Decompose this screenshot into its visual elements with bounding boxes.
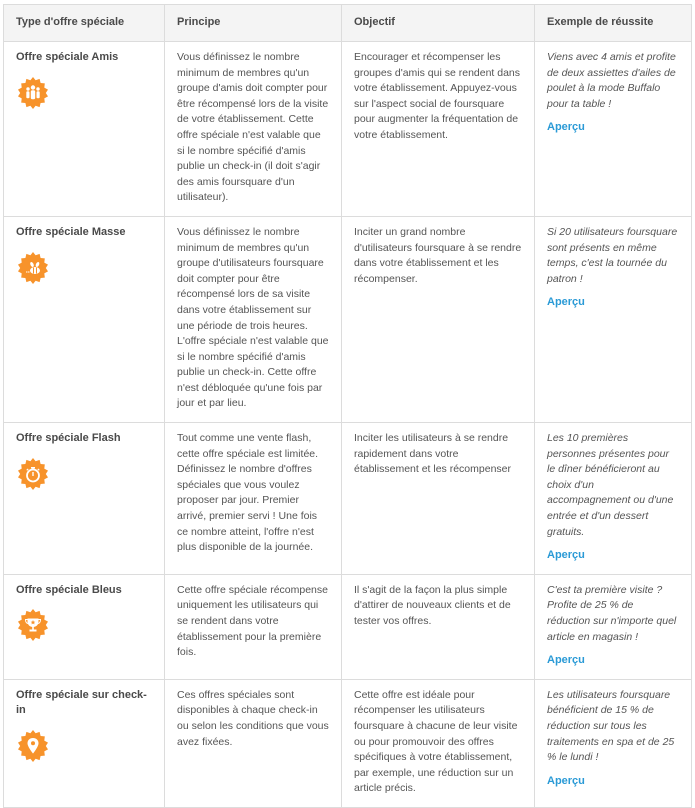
header-type: Type d'offre spéciale [4, 5, 165, 42]
objective-cell: Inciter les utilisateurs à se rendre rapidement dans votre établissement et les récompenser [342, 423, 535, 575]
table-row [4, 574, 692, 679]
example-text: Les utilisateurs foursquare bénéficient de 15 % de réduction sur tous les traitements en spa et de 25 % le lundi ! [547, 688, 675, 764]
offer-type-name: Offre spéciale sur check-in [16, 688, 147, 717]
principle-cell: Tout comme une vente flash, cette offre spéciale est limitée. Définissez le nombre d'offres spéciales que vous voulez proposer par jour. Premier arrivé, premier servi ! Une fois ce nombre atteint, l'offre n'est plus disponible de la journée. [165, 423, 342, 575]
example-text: Si 20 utilisateurs foursquare sont présents en même temps, c'est la tournée du patron ! [547, 225, 678, 285]
trophy-icon [16, 608, 50, 642]
table-row [4, 216, 692, 422]
table-row [4, 423, 692, 575]
example-text: C'est ta première visite ? Profite de 25 % de réduction sur n'importe quel article en magasin ! [547, 583, 677, 643]
header-example: Exemple de réussite [535, 5, 692, 42]
principle-cell: Cette offre spéciale récompense uniquement les utilisateurs qui se rendent dans votre établissement pour la première fois. [165, 574, 342, 679]
example-cell [535, 42, 692, 217]
objective-cell: Encourager et récompenser les groupes d'amis qui se rendent dans votre établissement. Appuyez-vous sur l'aspect social de foursquare pour augmenter la fréquentation de votre établissement. [342, 42, 535, 217]
offer-type-cell [4, 679, 165, 807]
offer-type-name: Offre spéciale Bleus [16, 583, 122, 596]
example-cell [535, 679, 692, 807]
friends-icon [16, 76, 50, 110]
table-header-row [4, 5, 692, 42]
table-row [4, 679, 692, 807]
header-principle: Principe [165, 5, 342, 42]
example-cell [535, 574, 692, 679]
example-cell [535, 423, 692, 575]
objective-cell: Il s'agit de la façon la plus simple d'attirer de nouveaux clients et de tester vos offres. [342, 574, 535, 679]
principle-cell: Vous définissez le nombre minimum de membres qu'un groupe d'utilisateurs foursquare doit compter pour être récompensé lors de sa visite dans votre établissement sur une période de trois heures. L'offre spéciale n'est valable que si le nombre spécifié d'amis publie un check-in. Cette offre n'est débloquée qu'une fois par jour et par lieu. [165, 216, 342, 422]
offer-type-cell [4, 42, 165, 217]
offer-type-name: Offre spéciale Amis [16, 51, 119, 63]
header-objective: Objectif [342, 5, 535, 42]
example-cell [535, 216, 692, 422]
preview-link[interactable]: Aperçu [547, 774, 585, 787]
principle-cell: Ces offres spéciales sont disponibles à chaque check-in ou selon les conditions que vous avez fixées. [165, 679, 342, 807]
offer-type-cell [4, 574, 165, 679]
preview-link[interactable]: Aperçu [547, 121, 585, 134]
offer-type-cell [4, 423, 165, 575]
preview-link[interactable]: Aperçu [547, 654, 585, 667]
offer-type-name: Offre spéciale Masse [16, 225, 126, 238]
preview-link[interactable]: Aperçu [547, 296, 585, 309]
example-text: Viens avec 4 amis et profite de deux assiettes d'ailes de poulet à la mode Buffalo pour ta table ! [547, 51, 676, 110]
preview-link[interactable]: Aperçu [547, 549, 585, 562]
table-row [4, 42, 692, 217]
stopwatch-icon [16, 457, 50, 491]
offer-type-name: Offre spéciale Flash [16, 432, 121, 445]
location-pin-icon [16, 729, 50, 763]
example-text: Les 10 premières personnes présentes pour le dîner bénéficieront au choix d'un accompagnement ou d'une entrée et d'un dessert gratuits. [547, 432, 674, 538]
offer-type-cell [4, 216, 165, 422]
principle-cell: Vous définissez le nombre minimum de membres qu'un groupe d'amis doit compter pour être récompensé lors de la visite de votre établissement. Cette offre spéciale n'est valable que si le nombre spécifié d'amis publie un check-in (il doit s'agir des amis foursquare d'un utilisateur). [165, 42, 342, 217]
special-offers-table [3, 4, 692, 808]
objective-cell: Inciter un grand nombre d'utilisateurs foursquare à se rendre dans votre établissement et les récompenser. [342, 216, 535, 422]
objective-cell: Cette offre est idéale pour récompenser les utilisateurs foursquare à chacune de leur visite ou pour promouvoir des offres spécifiques à votre établissement, par exemple, une réduction sur un article précis. [342, 679, 535, 807]
swarm-icon [16, 251, 50, 285]
